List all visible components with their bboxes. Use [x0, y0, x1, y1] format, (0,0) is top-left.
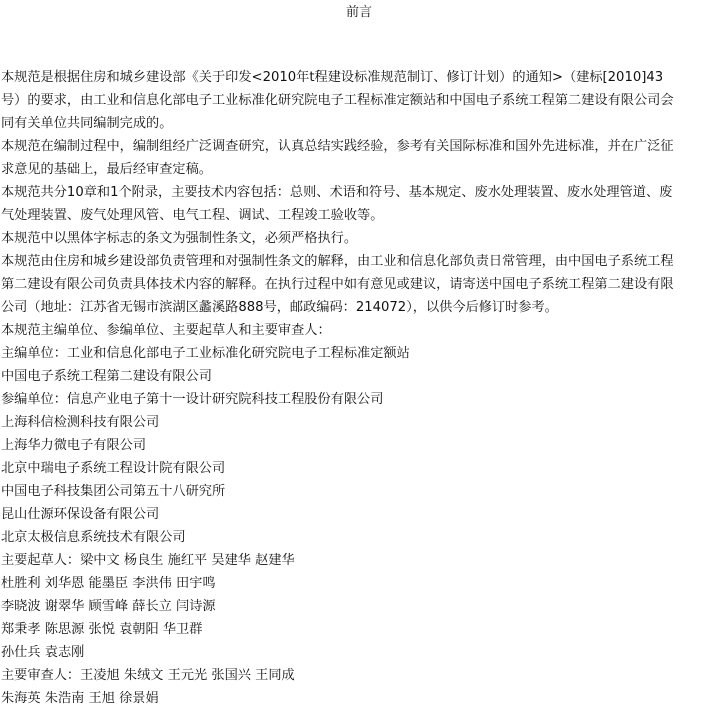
text-line: 主编单位：工业和信息化部电子工业标准化研究院电子工程标准定额站 — [1, 346, 410, 361]
text-line: 号）的要求，由工业和信息化部电子工业标准化研究院电子工程标准定额站和中国电子系统工程第二建设有限公司会 — [1, 93, 674, 108]
text-line: 同有关单位共同编制完成的。 — [1, 116, 173, 131]
text-line: 昆山仕源环保设备有限公司 — [1, 507, 160, 522]
text-line: 主要审查人：王凌旭 朱绒文 王元光 张国兴 王同成 — [1, 668, 295, 683]
text-line: 北京中瑞电子系统工程设计院有限公司 — [1, 461, 226, 476]
text-line: 本规范在编制过程中，编制组经广泛调查研究，认真总结实践经验，参考有关国际标准和国外先进标准，并在广泛征 — [1, 139, 674, 154]
text-line: 公司（地址：江苏省无锡市滨湖区蠡溪路888号，邮政编码：214072），以供今后修订时参考。 — [1, 300, 558, 315]
text-line: 中国电子科技集团公司第五十八研究所 — [1, 484, 226, 499]
text-line: 本规范主编单位、参编单位、主要起草人和主要审查人： — [1, 323, 331, 338]
text-line: 参编单位：信息产业电子第十一设计研究院科技工程股份有限公司 — [1, 392, 384, 407]
text-line: 李晓波 谢翠华 顾雪峰 薛长立 闫诗源 — [1, 599, 216, 614]
text-line: 本规范是根据住房和城乡建设部《关于印发<2010年t程建设标准规范制订、修订计划）的通知>（建标[2010]43 — [1, 70, 664, 85]
text-line: 本规范中以黑体字标志的条文为强制性条文，必须严格执行。 — [1, 231, 358, 246]
text-line: 中国电子系统工程第二建设有限公司 — [1, 369, 212, 384]
text-line: 求意见的基础上，最后经审查定稿。 — [1, 162, 212, 177]
page-title: 前言 — [345, 5, 372, 20]
text-line: 主要起草人：梁中文 杨良生 施红平 吴建华 赵建华 — [1, 553, 295, 568]
text-line: 气处理装置、废气处理风管、电气工程、调试、工程竣工验收等。 — [1, 208, 384, 223]
text-line: 上海华力微电子有限公司 — [1, 438, 147, 453]
text-line: 第二建设有限公司负责具体技术内容的解释。在执行过程中如有意见或建议，请寄送中国电子系统工程第二建设有限 — [1, 277, 674, 292]
text-line: 上海科信检测科技有限公司 — [1, 415, 160, 430]
text-line: 杜胜利 刘华恩 能墨臣 李洪伟 田宇鸣 — [1, 576, 216, 591]
text-line: 郑秉孝 陈思源 张悦 袁朝阳 华卫群 — [1, 622, 203, 637]
text-line: 北京太极信息系统技术有限公司 — [1, 530, 186, 545]
text-line: 孙仕兵 袁志刚 — [1, 645, 85, 660]
text-line: 本规范共分10章和1个附录，主要技术内容包括：总则、术语和符号、基本规定、废水处理装置、废水处理管道、废 — [1, 185, 673, 200]
text-line: 本规范由住房和城乡建设部负责管理和对强制性条文的解释，由工业和信息化部负责日常管理，由中国电子系统工程 — [1, 254, 674, 269]
document-body — [1, 66, 717, 710]
text-line: 朱海英 朱浩南 王旭 徐景娟 — [1, 691, 159, 706]
